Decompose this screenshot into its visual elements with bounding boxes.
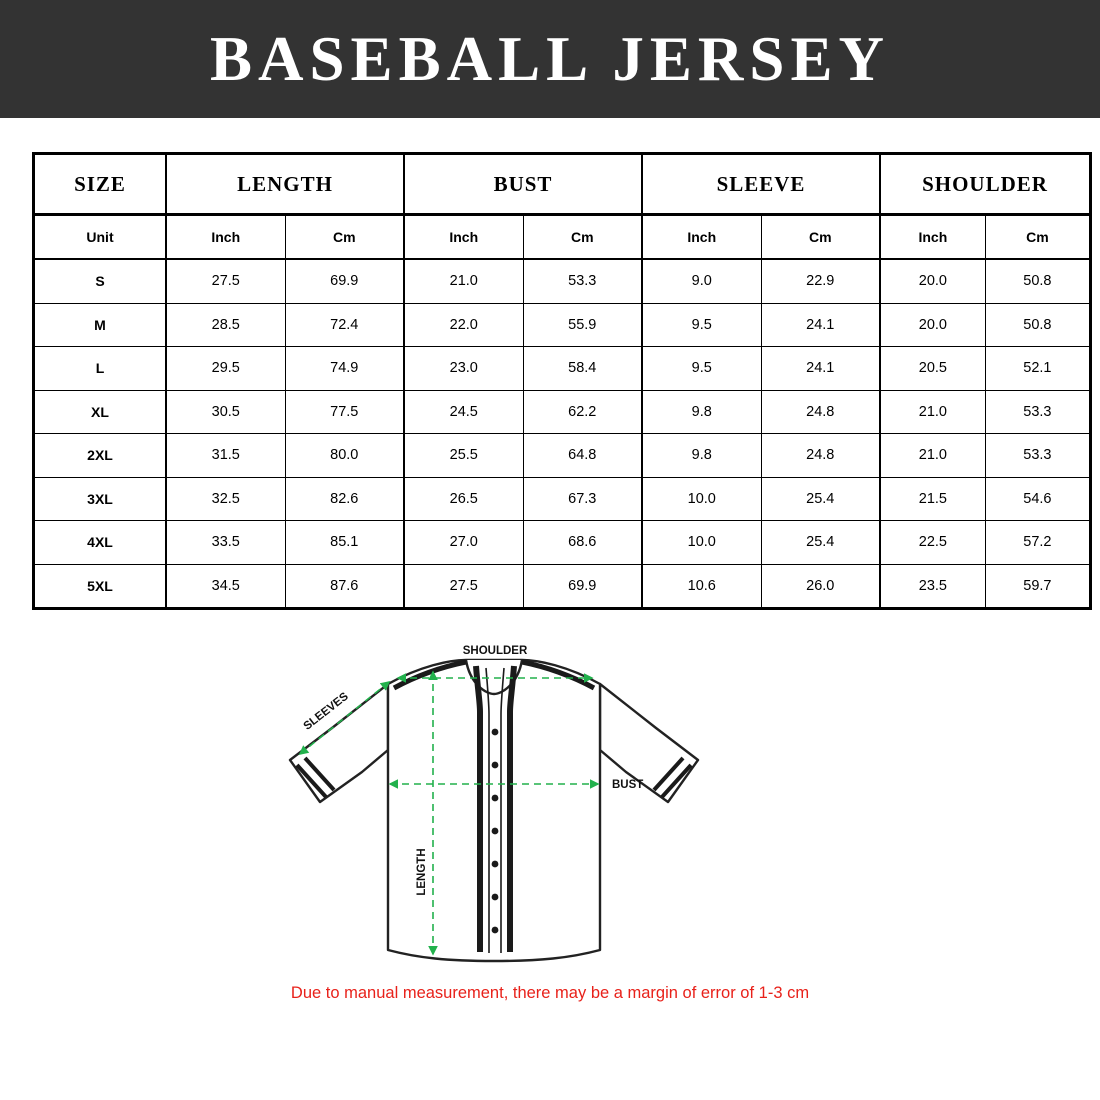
cell-bust-cm: 64.8 bbox=[523, 434, 642, 478]
cell-shoulder-inch: 21.0 bbox=[880, 434, 985, 478]
measurement-diagram bbox=[0, 632, 1100, 1022]
unit-length-inch: Inch bbox=[166, 215, 285, 260]
guide-label-sleeves: SLEEVES bbox=[301, 690, 351, 733]
row-size-label: 5XL bbox=[34, 564, 167, 609]
cell-shoulder-inch: 21.5 bbox=[880, 477, 985, 521]
cell-sleeve-inch: 10.6 bbox=[642, 564, 761, 609]
cell-bust-cm: 53.3 bbox=[523, 259, 642, 303]
unit-sleeve-cm: Cm bbox=[761, 215, 880, 260]
guide-label-bust: BUST bbox=[612, 779, 644, 791]
cell-sleeve-cm: 26.0 bbox=[761, 564, 880, 609]
cell-sleeve-cm: 22.9 bbox=[761, 259, 880, 303]
cell-shoulder-cm: 54.6 bbox=[985, 477, 1090, 521]
cell-sleeve-cm: 24.8 bbox=[761, 390, 880, 434]
column-group-sleeve: SLEEVE bbox=[642, 154, 880, 215]
cell-sleeve-cm: 24.8 bbox=[761, 434, 880, 478]
cell-shoulder-inch: 20.0 bbox=[880, 259, 985, 303]
cell-length-cm: 87.6 bbox=[285, 564, 404, 609]
cell-bust-cm: 67.3 bbox=[523, 477, 642, 521]
unit-sleeve-inch: Inch bbox=[642, 215, 761, 260]
cell-length-cm: 77.5 bbox=[285, 390, 404, 434]
cell-sleeve-inch: 9.5 bbox=[642, 347, 761, 391]
cell-bust-inch: 23.0 bbox=[404, 347, 523, 391]
cell-shoulder-inch: 22.5 bbox=[880, 521, 985, 565]
table-row bbox=[34, 390, 1091, 434]
cell-shoulder-cm: 52.1 bbox=[985, 347, 1090, 391]
cell-bust-cm: 68.6 bbox=[523, 521, 642, 565]
cell-sleeve-inch: 9.8 bbox=[642, 390, 761, 434]
cell-shoulder-inch: 21.0 bbox=[880, 390, 985, 434]
table-row bbox=[34, 259, 1091, 303]
unit-length-cm: Cm bbox=[285, 215, 404, 260]
table-group-header-row bbox=[34, 154, 1091, 215]
table-unit-row bbox=[34, 215, 1091, 260]
jersey-illustration-svg bbox=[270, 632, 830, 982]
jersey-outline bbox=[290, 660, 698, 961]
cell-shoulder-cm: 59.7 bbox=[985, 564, 1090, 609]
unit-bust-cm: Cm bbox=[523, 215, 642, 260]
size-chart-container bbox=[0, 118, 1100, 610]
row-size-label: 4XL bbox=[34, 521, 167, 565]
cell-sleeve-inch: 9.0 bbox=[642, 259, 761, 303]
cell-shoulder-cm: 57.2 bbox=[985, 521, 1090, 565]
cell-bust-inch: 24.5 bbox=[404, 390, 523, 434]
cell-bust-inch: 27.0 bbox=[404, 521, 523, 565]
table-row bbox=[34, 564, 1091, 609]
cell-length-cm: 82.6 bbox=[285, 477, 404, 521]
cell-sleeve-inch: 9.5 bbox=[642, 303, 761, 347]
cell-shoulder-inch: 20.0 bbox=[880, 303, 985, 347]
table-row bbox=[34, 521, 1091, 565]
cell-bust-inch: 26.5 bbox=[404, 477, 523, 521]
cell-length-cm: 69.9 bbox=[285, 259, 404, 303]
cell-length-inch: 33.5 bbox=[166, 521, 285, 565]
table-row bbox=[34, 347, 1091, 391]
table-row bbox=[34, 434, 1091, 478]
cell-shoulder-cm: 53.3 bbox=[985, 390, 1090, 434]
cell-bust-inch: 27.5 bbox=[404, 564, 523, 609]
cell-length-inch: 31.5 bbox=[166, 434, 285, 478]
cell-shoulder-inch: 23.5 bbox=[880, 564, 985, 609]
cell-sleeve-inch: 9.8 bbox=[642, 434, 761, 478]
column-group-size: SIZE bbox=[34, 154, 167, 215]
cell-bust-inch: 21.0 bbox=[404, 259, 523, 303]
cell-length-cm: 74.9 bbox=[285, 347, 404, 391]
cell-length-inch: 29.5 bbox=[166, 347, 285, 391]
guide-label-shoulder: SHOULDER bbox=[462, 645, 528, 657]
cell-length-inch: 28.5 bbox=[166, 303, 285, 347]
cell-bust-inch: 25.5 bbox=[404, 434, 523, 478]
column-group-bust: BUST bbox=[404, 154, 642, 215]
cell-length-inch: 27.5 bbox=[166, 259, 285, 303]
table-row bbox=[34, 477, 1091, 521]
size-chart-table bbox=[32, 152, 1092, 610]
cell-shoulder-cm: 50.8 bbox=[985, 259, 1090, 303]
cell-bust-cm: 58.4 bbox=[523, 347, 642, 391]
cell-length-inch: 30.5 bbox=[166, 390, 285, 434]
column-group-length: LENGTH bbox=[166, 154, 404, 215]
page-header-banner bbox=[0, 0, 1100, 118]
cell-shoulder-cm: 53.3 bbox=[985, 434, 1090, 478]
unit-shoulder-inch: Inch bbox=[880, 215, 985, 260]
table-row bbox=[34, 303, 1091, 347]
cell-sleeve-cm: 24.1 bbox=[761, 347, 880, 391]
unit-shoulder-cm: Cm bbox=[985, 215, 1090, 260]
cell-sleeve-cm: 25.4 bbox=[761, 477, 880, 521]
cell-sleeve-inch: 10.0 bbox=[642, 521, 761, 565]
cell-sleeve-cm: 25.4 bbox=[761, 521, 880, 565]
unit-label: Unit bbox=[34, 215, 167, 260]
row-size-label: L bbox=[34, 347, 167, 391]
row-size-label: 3XL bbox=[34, 477, 167, 521]
row-size-label: XL bbox=[34, 390, 167, 434]
cell-bust-cm: 69.9 bbox=[523, 564, 642, 609]
cell-length-cm: 72.4 bbox=[285, 303, 404, 347]
row-size-label: 2XL bbox=[34, 434, 167, 478]
cell-bust-cm: 62.2 bbox=[523, 390, 642, 434]
measurement-note: Due to manual measurement, there may be a margin of error of 1-3 cm bbox=[290, 984, 810, 1002]
guide-label-length: LENGTH bbox=[416, 848, 428, 896]
cell-length-cm: 80.0 bbox=[285, 434, 404, 478]
cell-sleeve-cm: 24.1 bbox=[761, 303, 880, 347]
cell-length-cm: 85.1 bbox=[285, 521, 404, 565]
cell-sleeve-inch: 10.0 bbox=[642, 477, 761, 521]
column-group-shoulder: SHOULDER bbox=[880, 154, 1091, 215]
cell-length-inch: 32.5 bbox=[166, 477, 285, 521]
cell-bust-cm: 55.9 bbox=[523, 303, 642, 347]
unit-bust-inch: Inch bbox=[404, 215, 523, 260]
cell-length-inch: 34.5 bbox=[166, 564, 285, 609]
cell-shoulder-inch: 20.5 bbox=[880, 347, 985, 391]
row-size-label: M bbox=[34, 303, 167, 347]
page-title: BASEBALL JERSEY bbox=[210, 23, 890, 94]
cell-shoulder-cm: 50.8 bbox=[985, 303, 1090, 347]
row-size-label: S bbox=[34, 259, 167, 303]
cell-bust-inch: 22.0 bbox=[404, 303, 523, 347]
